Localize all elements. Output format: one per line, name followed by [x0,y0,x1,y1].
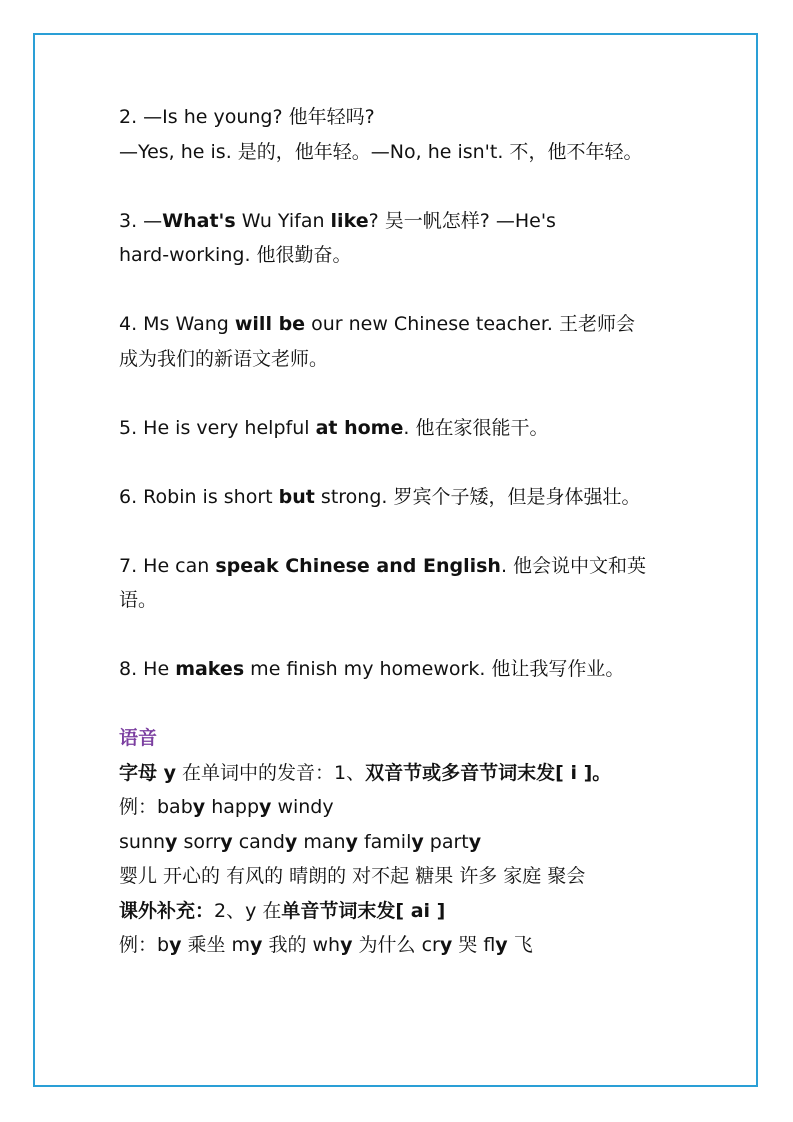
text-segment: 在单词中的发音：1、 [176,761,366,784]
text-segment: 成为我们的新语文老师。 [119,347,329,370]
text-segment: 例：bab [119,796,193,818]
sentence-line [119,204,679,239]
sentence-7 [119,549,679,618]
bold-phrase: will be [234,313,306,335]
sentence-5 [119,411,679,446]
bold-phrase: y [411,830,424,853]
bold-phrase: y [259,796,272,818]
bold-phrase: 双音节或多音节词末发[ i ]。 [365,761,612,784]
sentence-line [119,135,679,170]
text-segment: ? 吴一帆怎样? —He's [368,209,556,232]
text-segment: famil [357,830,412,853]
section-title-phonics: 语音 [119,727,158,749]
text-segment: part [423,830,469,853]
text-segment: 乘坐 m [181,934,251,956]
sentence-line [119,652,679,687]
bold-phrase: speak Chinese and English [215,554,501,577]
example-sentences [119,100,679,687]
text-segment: sorr [177,830,221,853]
document-body [119,100,679,963]
text-segment: happ [205,796,260,818]
phonics-line [119,790,679,825]
bold-phrase: like [330,209,369,232]
phonics-line [119,894,679,929]
bold-phrase: 单音节词末发[ ai ] [281,899,446,922]
text-segment: hard-working. 他很勤奋。 [119,244,352,266]
phonics-section [119,756,679,963]
bold-phrase: 字母 y [119,761,177,784]
text-segment: strong. 罗宾个子矮，但是身体强壮。 [314,485,641,508]
bold-phrase: 课外补充： [119,899,215,922]
text-segment: 7. He can [119,554,216,577]
bold-phrase: y [284,830,298,853]
text-segment: man [297,830,346,853]
text-segment: . 他在家很能干。 [403,416,549,439]
text-segment: . 他会说中文和英 [500,554,647,577]
bold-phrase: y [345,830,358,853]
bold-phrase: y [220,830,233,853]
phonics-line [119,859,679,894]
text-segment: 为什么 cr [352,934,440,956]
bold-phrase: What's [162,209,236,232]
bold-phrase: at home [315,416,404,439]
sentence-line [119,238,679,273]
text-segment: 语。 [119,589,158,611]
phonics-line [119,825,679,860]
text-segment: 我的 wh [262,934,341,956]
phonics-line [119,756,679,791]
sentence-line [119,549,679,584]
text-segment: 6. Robin is short [119,485,279,508]
text-segment: cand [232,830,285,853]
text-segment: 3. — [119,209,163,232]
text-segment: 哭 fl [452,934,496,956]
sentence-line [119,583,679,618]
text-segment: 婴儿 开心的 有风的 晴朗的 对不起 糖果 许多 家庭 聚会 [119,865,586,887]
bold-phrase: y [495,934,508,956]
bold-phrase: y [439,934,453,956]
sentence-line [119,100,679,135]
bold-phrase: y [192,796,206,818]
sentence-line [119,307,679,342]
text-segment: 8. He [119,658,176,680]
bold-phrase: y [340,934,353,956]
sentence-6 [119,480,679,515]
sentence-line [119,411,679,446]
sentence-line [119,342,679,377]
sentence-4 [119,307,679,376]
text-segment: 飞 [507,934,533,956]
sentence-line [119,480,679,515]
bold-phrase: y [169,934,182,956]
text-segment: me finish my homework. 他让我写作业。 [244,658,625,680]
sentence-3 [119,204,679,273]
text-segment: 2、y 在 [214,899,282,922]
text-segment: our new Chinese teacher. 王老师会 [305,313,635,335]
bold-phrase: but [278,485,315,508]
bold-phrase: y [250,934,263,956]
text-segment: Wu Yifan [235,209,331,232]
sentence-8 [119,652,679,687]
phonics-line [119,928,679,963]
bold-phrase: y [468,830,482,853]
text-segment: 5. He is very helpful [119,416,316,439]
text-segment: 2. —Is he young? 他年轻吗? [119,106,375,128]
text-segment: —Yes, he is. 是的，他年轻。—No, he isn't. 不，他不年轻。 [119,140,643,163]
text-segment: sunn [119,830,166,853]
sentence-2 [119,100,679,169]
bold-phrase: makes [175,658,245,680]
text-segment: 4. Ms Wang [119,313,235,335]
bold-phrase: y [165,830,178,853]
text-segment: 例：b [119,934,170,956]
text-segment: windy [271,796,334,818]
